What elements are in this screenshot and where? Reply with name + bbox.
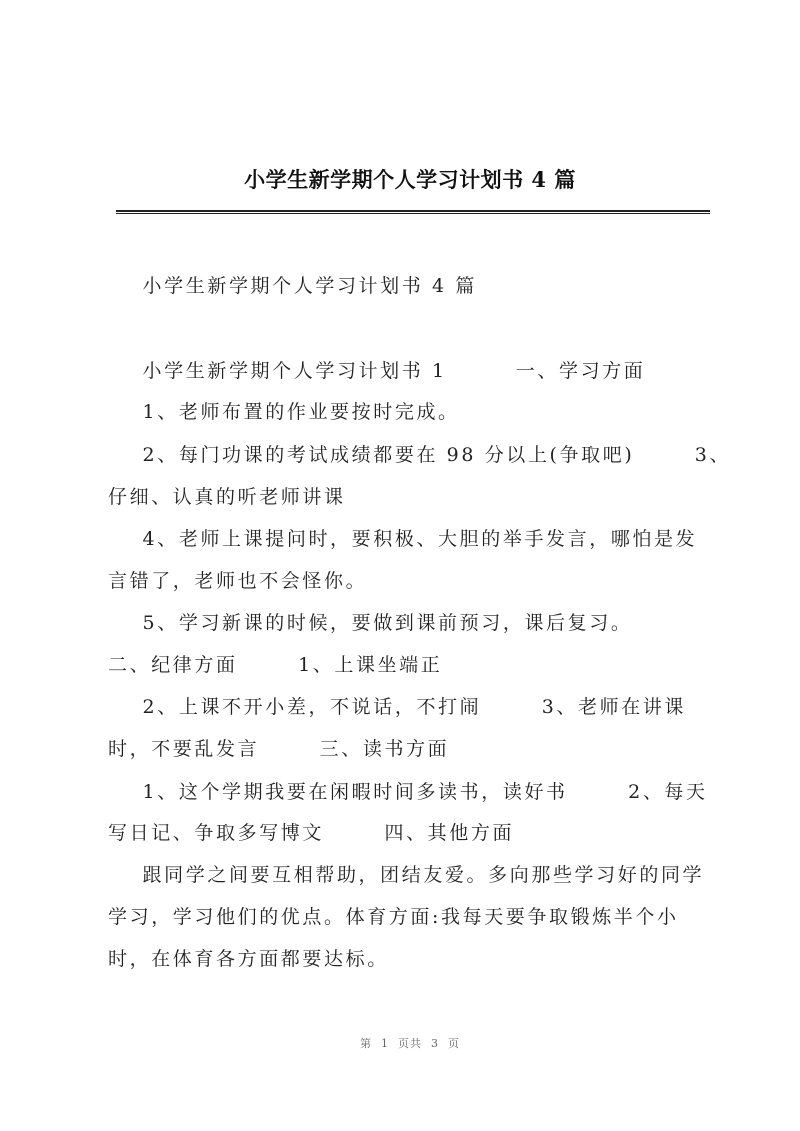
body-line: 1、这个学期我要在闲暇时间多读书，读好书 2、每天: [108, 781, 708, 803]
body-line: 时，在体育各方面都要达标。: [108, 948, 389, 970]
body-line: 二、纪律方面 1、上课坐端正: [108, 654, 443, 676]
body-line: 5、学习新课的时候，要做到课前预习，课后复习。: [108, 612, 633, 634]
body-line: 写日记、争取多写博文 四、其他方面: [108, 822, 515, 844]
body-line: 2、上课不开小差，不说话，不打闹 3、老师在讲课: [108, 696, 687, 718]
title-divider: [116, 210, 710, 214]
body-line: 仔细、认真的听老师讲课: [108, 486, 346, 508]
page-number-footer: 第 1 页共 3 页: [360, 1037, 460, 1050]
body-line: 1、老师布置的作业要按时完成。: [108, 401, 460, 423]
body-line: 2、每门功课的考试成绩都要在 98 分以上(争取吧) 3、: [108, 444, 732, 466]
document-title: 小学生新学期个人学习计划书 4 篇: [244, 167, 576, 192]
body-line: 跟同学之间要互相帮助，团结友爱。多向那些学习好的同学: [108, 864, 705, 886]
body-line: 学习，学习他们的优点。体育方面:我每天要争取锻炼半个小: [108, 906, 679, 928]
body-line: 小学生新学期个人学习计划书 1 一、学习方面: [108, 360, 646, 382]
body-line: 时，不要乱发言 三、读书方面: [108, 738, 450, 760]
body-line: 小学生新学期个人学习计划书 4 篇: [108, 275, 477, 297]
body-line: 言错了，老师也不会怪你。: [108, 570, 368, 592]
body-line: 4、老师上课提问时，要积极、大胆的举手发言，哪怕是发: [108, 528, 698, 550]
